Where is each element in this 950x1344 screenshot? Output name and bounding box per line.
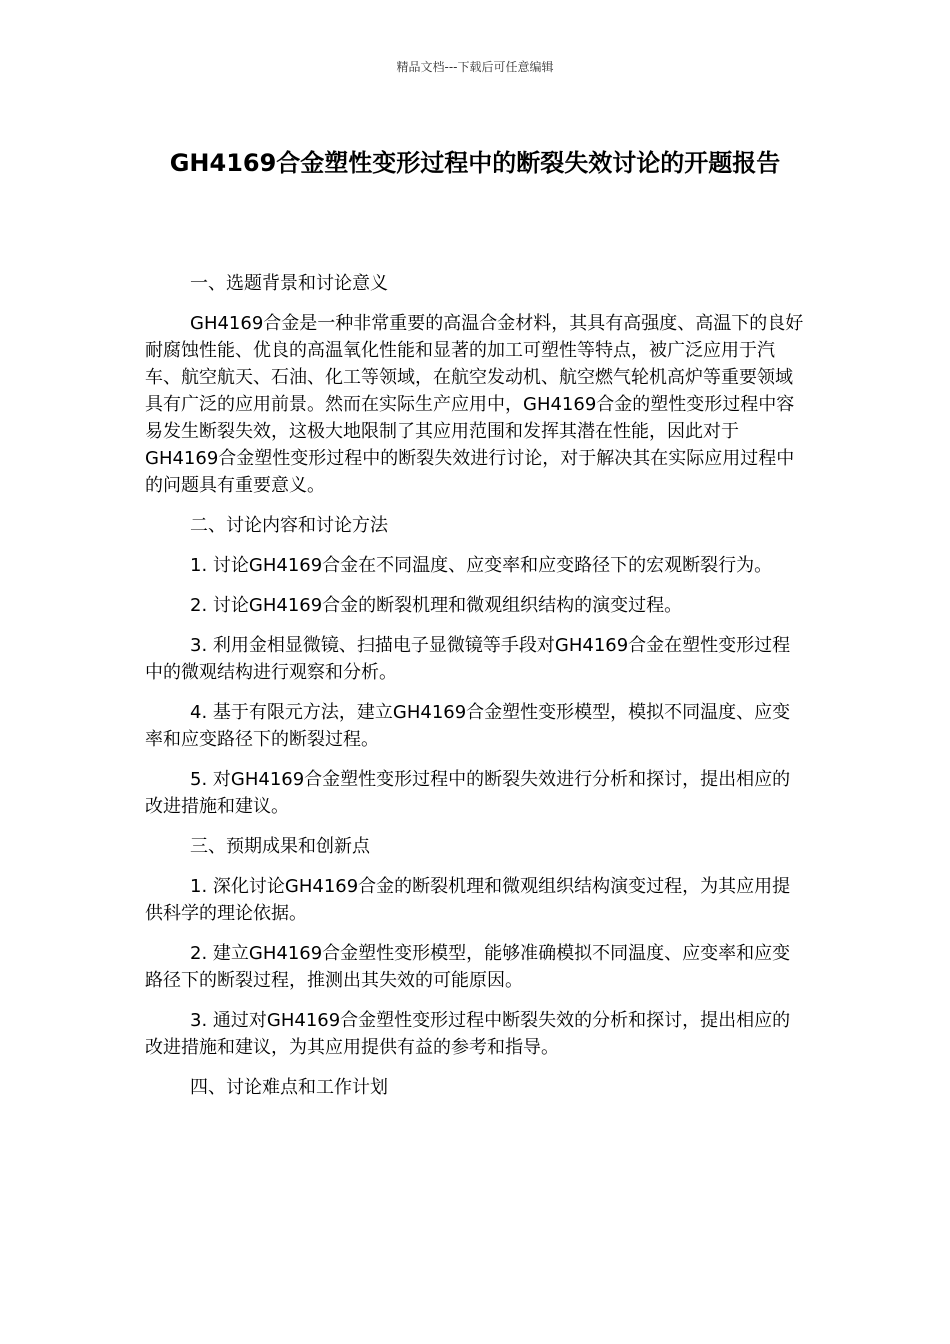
section-2-item-4: 4. 基于有限元方法，建立GH4169合金塑性变形模型，模拟不同温度、应变率和应变路径下的断裂过程。 <box>145 702 791 750</box>
section-3-item-3: 3. 通过对GH4169合金塑性变形过程中断裂失效的分析和探讨，提出相应的改进措施和建议，为其应用提供有益的参考和指导。 <box>145 1010 791 1058</box>
section-1-paragraph-1: GH4169合金是一种非常重要的高温合金材料，其具有高强度、高温下的良好耐腐蚀性能、优良的高温氧化性能和显著的加工可塑性等特点，被广泛应用于汽车、航空航天、石油、化工等领域，在航空发动机、航空燃气轮机高炉等重要领域具有广泛的应用前景。然而在实际生产应用中，GH4169合金的塑性变形过程中容易发生断裂失效，这极大地限制了其应用范围和发挥其潜在性能，因此对于GH4169合金塑性变形过程中的断裂失效进行讨论，对于解决其在实际应用过程中的问题具有重要意义。 <box>145 313 804 496</box>
section-2-item-2: 2. 讨论GH4169合金的断裂机理和微观组织结构的演变过程。 <box>190 595 683 616</box>
section-heading-2: 二、讨论内容和讨论方法 <box>190 515 388 536</box>
section-heading-3: 三、预期成果和创新点 <box>190 836 370 857</box>
document-body <box>145 270 807 1114</box>
section-heading-1: 一、选题背景和讨论意义 <box>190 273 388 294</box>
section-2-item-3: 3. 利用金相显微镜、扫描电子显微镜等手段对GH4169合金在塑性变形过程中的微观结构进行观察和分析。 <box>145 635 791 683</box>
header-note: 精品文档---下载后可任意编辑 <box>396 60 554 74</box>
section-2-item-1: 1. 讨论GH4169合金在不同温度、应变率和应变路径下的宏观断裂行为。 <box>190 555 773 576</box>
section-2-item-5: 5. 对GH4169合金塑性变形过程中的断裂失效进行分析和探讨，提出相应的改进措施和建议。 <box>145 769 791 817</box>
section-3-item-2: 2. 建立GH4169合金塑性变形模型，能够准确模拟不同温度、应变率和应变路径下的断裂过程，推测出其失效的可能原因。 <box>145 943 791 991</box>
section-heading-4: 四、讨论难点和工作计划 <box>190 1077 388 1098</box>
document-title: GH4169合金塑性变形过程中的断裂失效讨论的开题报告 <box>169 149 781 177</box>
section-3-item-1: 1. 深化讨论GH4169合金的断裂机理和微观组织结构演变过程，为其应用提供科学的理论依据。 <box>145 876 791 924</box>
